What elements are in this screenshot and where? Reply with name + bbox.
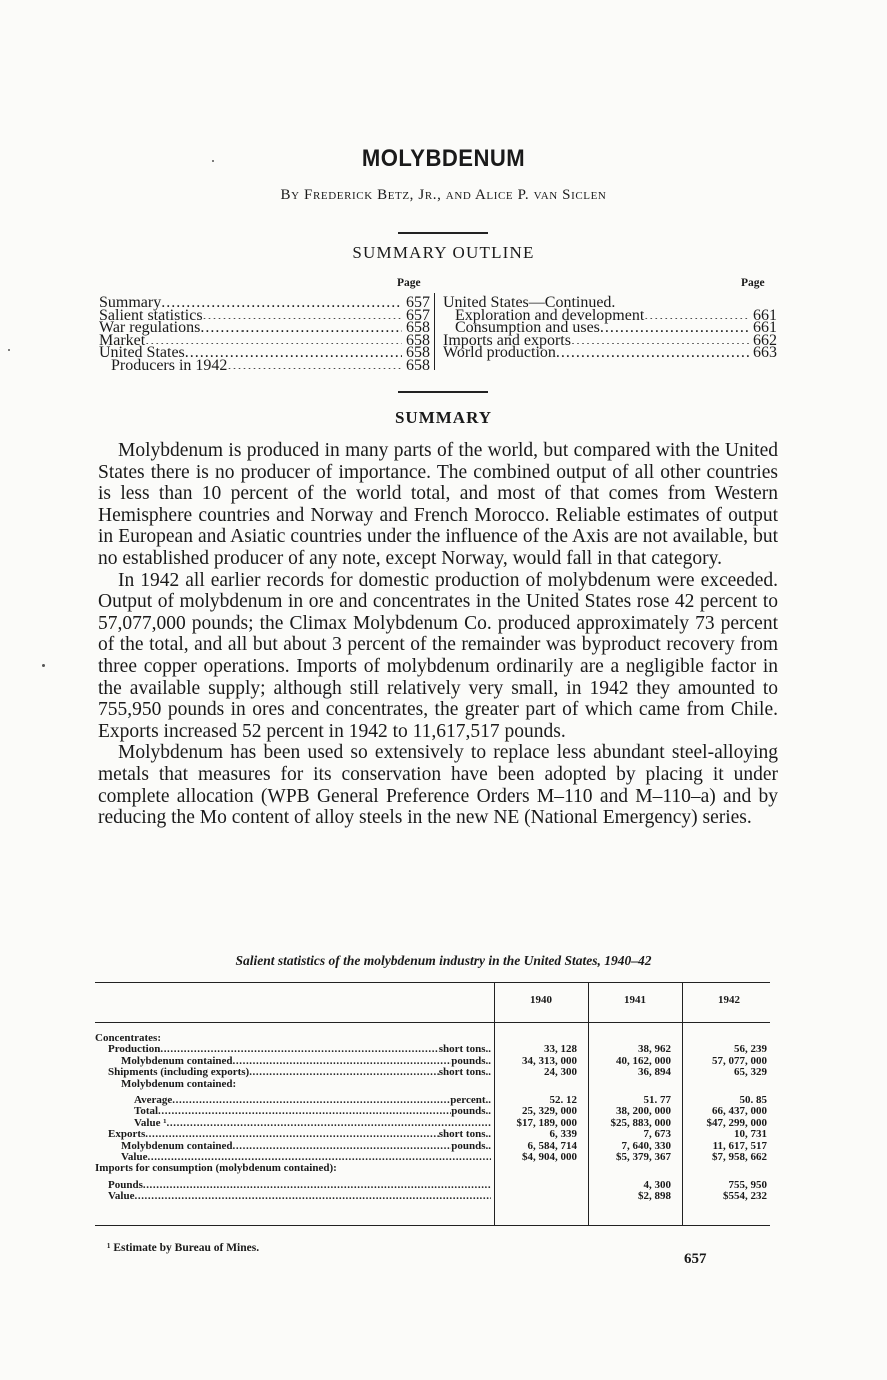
cell-1942: 56, 239 bbox=[734, 1043, 767, 1056]
cell-1940: 52. 12 bbox=[549, 1093, 577, 1106]
toc-entry-label: Market bbox=[99, 331, 146, 349]
toc-leader-dots bbox=[161, 294, 402, 307]
row-leader-dots bbox=[236, 1079, 491, 1090]
cell-1940: 34, 313, 000 bbox=[522, 1054, 577, 1067]
cell-1940: 6, 339 bbox=[549, 1128, 577, 1141]
footnote: ¹ Estimate by Bureau of Mines. bbox=[107, 1242, 260, 1254]
toc-entry-page: 658 bbox=[406, 344, 430, 361]
cell-1940: $4, 904, 000 bbox=[522, 1150, 577, 1163]
toc-page-label-left: Page bbox=[397, 277, 421, 289]
row-unit: short tons.. bbox=[438, 1066, 491, 1079]
column-header-1942: 1942 bbox=[718, 994, 740, 1006]
row-label-cell bbox=[95, 1191, 491, 1202]
toc-leader-dots bbox=[203, 307, 402, 320]
toc-divider bbox=[434, 293, 435, 370]
cell-1941: $2, 898 bbox=[638, 1190, 671, 1203]
table-row bbox=[95, 1129, 770, 1140]
summary-outline-heading: SUMMARY OUTLINE bbox=[352, 243, 535, 262]
cell-1941: $25, 883, 000 bbox=[610, 1116, 671, 1129]
row-label: Molybdenum contained bbox=[121, 1054, 233, 1067]
cell-1940: 24, 300 bbox=[544, 1066, 577, 1079]
toc-entry-label: Salient statistics bbox=[99, 306, 203, 324]
toc-entry bbox=[99, 306, 430, 324]
toc-entry-page: 658 bbox=[406, 331, 430, 349]
table-row bbox=[95, 1067, 770, 1078]
cell-1940: $17, 189, 000 bbox=[516, 1116, 577, 1129]
toc-leader-dots bbox=[185, 344, 402, 357]
row-leader-dots bbox=[135, 1191, 492, 1202]
byline: By Frederick Betz, Jr., and Alice P. van Siclen bbox=[280, 187, 607, 203]
toc-entry bbox=[443, 306, 777, 324]
row-leader-dots bbox=[145, 1129, 438, 1140]
toc-entry-page: 658 bbox=[406, 356, 430, 374]
cell-1942: 755, 950 bbox=[728, 1178, 767, 1191]
toc-entry-label: United States—Continued. bbox=[443, 294, 616, 311]
row-leader-dots bbox=[233, 1141, 452, 1152]
toc-leader-dots bbox=[145, 332, 402, 345]
cell-1941: 40, 162, 000 bbox=[616, 1054, 671, 1067]
cell-1942: 65, 329 bbox=[734, 1066, 767, 1079]
row-label: Pounds bbox=[108, 1178, 143, 1191]
toc-page-label-right: Page bbox=[741, 277, 765, 289]
row-unit: short tons.. bbox=[438, 1128, 491, 1141]
toc-entry bbox=[99, 331, 430, 349]
row-label-cell bbox=[95, 1163, 491, 1174]
table-bottom-rule bbox=[95, 1225, 770, 1226]
toc-entry bbox=[443, 344, 777, 361]
summary-heading: SUMMARY bbox=[394, 408, 493, 427]
row-label: Imports for consumption (molybdenum contained): bbox=[95, 1162, 337, 1175]
row-label: Concentrates: bbox=[95, 1032, 161, 1044]
toc-right-column bbox=[443, 294, 777, 361]
toc-entry-page bbox=[773, 294, 777, 307]
row-leader-dots bbox=[337, 1163, 491, 1174]
row-label-cell bbox=[95, 1180, 491, 1191]
toc-leader-dots bbox=[600, 319, 749, 332]
toc-entry bbox=[99, 294, 430, 311]
table-top-rule bbox=[95, 982, 770, 983]
summary-paragraph: In 1942 all earlier records for domestic production of molybdenum were exceeded. Output of molybdenum in ore and concentrates in the United States rose 42 percent to 57,077,000 pounds; the Climax Molybdenum Co. produced approximately 73 percent of the total, and all but about 3 percent of the remainder was byproduct recovery from three copper operations. Imports of molybdenum ordinarily are a negligible factor in the available supply; although still relatively very small, in 1942 they amounted to 755,950 pounds in ores and concentrates, the greater part of which came from Chile. Exports increased 52 percent in 1942 to 11,617,517 pounds. bbox=[98, 569, 778, 742]
toc-entry-label: Imports and exports bbox=[443, 331, 571, 349]
row-label-cell bbox=[95, 1079, 491, 1090]
toc-entry-label: World production bbox=[443, 344, 556, 361]
row-leader-dots bbox=[158, 1106, 451, 1117]
toc-leader-dots bbox=[571, 332, 749, 345]
cell-1941: 4, 300 bbox=[643, 1178, 671, 1191]
row-label: Total bbox=[134, 1105, 159, 1118]
toc-entry-label: Producers in 1942 bbox=[111, 356, 228, 374]
toc-entry-label: Summary bbox=[99, 294, 162, 311]
toc-leader-dots bbox=[644, 307, 749, 320]
cell-1941: 51. 77 bbox=[643, 1093, 671, 1106]
row-label: Value bbox=[108, 1190, 135, 1203]
cell-1940: 25, 329, 000 bbox=[522, 1105, 577, 1118]
toc-entry bbox=[443, 319, 777, 336]
title-rule bbox=[398, 232, 488, 234]
row-unit: short tons.. bbox=[438, 1043, 491, 1056]
table-row bbox=[95, 1163, 770, 1174]
toc-leader-dots bbox=[200, 319, 402, 332]
cell-1940: 33, 128 bbox=[544, 1043, 577, 1056]
toc-entry bbox=[99, 344, 430, 361]
table-header-rule bbox=[95, 1022, 770, 1023]
scan-speck bbox=[212, 160, 214, 162]
toc-entry bbox=[443, 331, 777, 349]
toc-entry-page: 661 bbox=[753, 319, 777, 336]
cell-1942: 10, 731 bbox=[734, 1128, 767, 1141]
toc-entry-label: Consumption and uses bbox=[455, 319, 600, 336]
row-leader-dots bbox=[233, 1056, 452, 1067]
cell-1942: $47, 299, 000 bbox=[706, 1116, 767, 1129]
row-label-cell bbox=[95, 1141, 491, 1152]
cell-1941: 7, 640, 330 bbox=[621, 1139, 671, 1152]
row-unit: percent.. bbox=[450, 1093, 491, 1106]
table-row bbox=[95, 1191, 770, 1202]
column-header-1940: 1940 bbox=[530, 994, 552, 1006]
summary-body bbox=[98, 440, 778, 829]
outline-rule bbox=[398, 391, 488, 393]
row-label: Shipments (including exports) bbox=[108, 1066, 250, 1079]
summary-paragraph: Molybdenum has been used so extensively to replace less abundant steel-alloying metals that measures for its conservation have been adopted by placing it under complete allocation (WPB General Preference Orders M–110 and M–110–a) and by reducing the Mo content of alloy steels in the new NE (National Emergency) series. bbox=[98, 742, 778, 829]
summary-paragraph: Molybdenum is produced in many parts of the world, but compared with the United States there is no producer of importance. The combined output of all other countries is less than 10 percent of the world total, and most of that comes from Western Hemisphere countries and Norway and French Morocco. Reliable estimates of output in European and Asiatic countries under the influence of the Axis are not available, but no established producer of any note, except Norway, would fall in that category. bbox=[98, 440, 778, 569]
page-title: MOLYBDENUM bbox=[361, 145, 526, 172]
row-label: Exports bbox=[108, 1128, 146, 1141]
toc-left-column bbox=[99, 294, 430, 374]
cell-1942: 50. 85 bbox=[739, 1093, 767, 1106]
toc-entry-page: 657 bbox=[406, 294, 430, 311]
row-unit: pounds.. bbox=[451, 1054, 491, 1067]
cell-1942: $7, 958, 662 bbox=[712, 1150, 767, 1163]
row-label: Value ¹ bbox=[134, 1116, 167, 1129]
toc-entry bbox=[443, 294, 777, 311]
toc-entry-label: War regulations bbox=[99, 319, 201, 336]
row-label-cell bbox=[95, 1129, 491, 1140]
toc-entry-page: 657 bbox=[406, 306, 430, 324]
cell-1942: $554, 232 bbox=[723, 1190, 767, 1203]
row-label: Molybdenum contained bbox=[121, 1139, 233, 1152]
cell-1941: $5, 379, 367 bbox=[616, 1150, 671, 1163]
row-unit: pounds.. bbox=[451, 1139, 491, 1152]
cell-1942: 57, 077, 000 bbox=[712, 1054, 767, 1067]
row-leader-dots bbox=[172, 1095, 450, 1106]
scan-speck bbox=[42, 664, 45, 667]
toc-entry bbox=[99, 319, 430, 336]
row-label: Molybdenum contained: bbox=[121, 1077, 237, 1090]
row-label: Average bbox=[134, 1093, 173, 1106]
table-caption: Salient statistics of the molybdenum industry in the United States, 1940–42 bbox=[235, 953, 652, 968]
table-body bbox=[95, 1033, 770, 1202]
toc-entry-page: 663 bbox=[753, 344, 777, 361]
scan-speck bbox=[8, 349, 10, 351]
column-header-1941: 1941 bbox=[624, 994, 646, 1006]
row-leader-dots bbox=[143, 1180, 491, 1191]
table-row bbox=[95, 1079, 770, 1090]
cell-1942: 66, 437, 000 bbox=[712, 1105, 767, 1118]
toc-entry-label: Exploration and development bbox=[455, 306, 645, 324]
row-label: Production bbox=[108, 1043, 161, 1056]
cell-1942: 11, 617, 517 bbox=[712, 1139, 767, 1152]
row-unit: pounds.. bbox=[451, 1105, 491, 1118]
scan-speck bbox=[242, 330, 244, 332]
toc-entry-page: 662 bbox=[753, 331, 777, 349]
row-label-cell bbox=[95, 1067, 491, 1078]
page-number: 657 bbox=[684, 1251, 707, 1267]
cell-1941: 38, 200, 000 bbox=[616, 1105, 671, 1118]
cell-1941: 7, 673 bbox=[643, 1128, 671, 1141]
toc-entry-page: 658 bbox=[406, 319, 430, 336]
toc-leader-dots bbox=[615, 294, 773, 307]
cell-1940: 6, 584, 714 bbox=[527, 1139, 577, 1152]
toc-entry bbox=[99, 356, 430, 374]
row-label-cell bbox=[95, 1118, 491, 1129]
row-leader-dots bbox=[249, 1067, 439, 1078]
cell-1941: 36, 894 bbox=[638, 1066, 671, 1079]
toc-entry-label: United States bbox=[99, 344, 185, 361]
toc-leader-dots bbox=[227, 357, 402, 370]
toc-entry-page: 661 bbox=[753, 306, 777, 324]
cell-1941: 38, 962 bbox=[638, 1043, 671, 1056]
row-label: Value bbox=[121, 1150, 148, 1163]
toc-leader-dots bbox=[556, 344, 749, 357]
